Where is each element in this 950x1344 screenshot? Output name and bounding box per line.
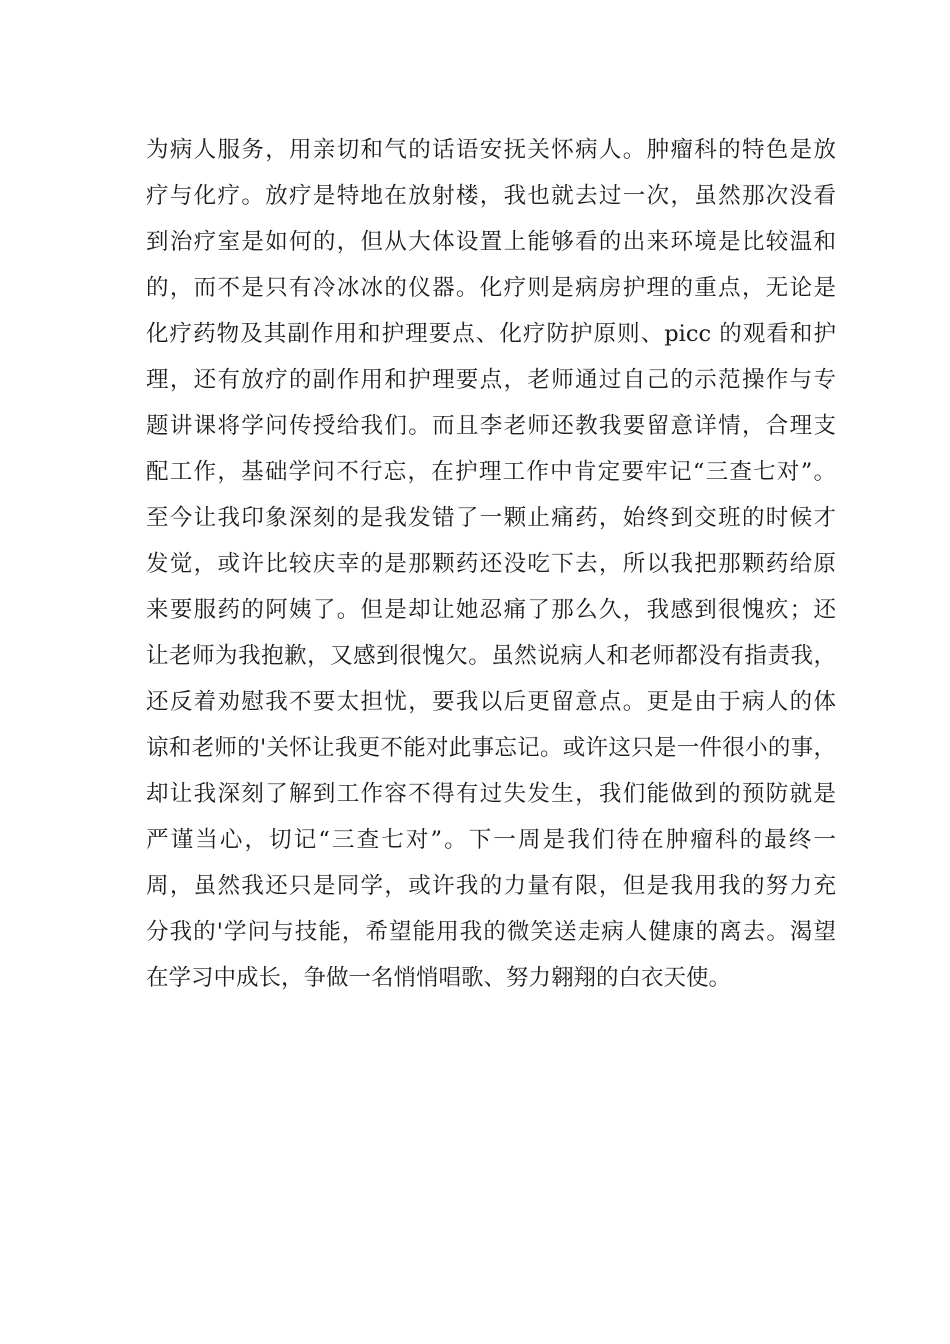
text-line-19: 在学习中成长，争做一名悄悄唱歌、努力翱翔的白衣天使。 — [146, 965, 732, 991]
text-line-16: 严谨当心，切记“三查七对”。下一周是我们待在肿瘤科的最终一 — [146, 827, 836, 853]
text-line-1: 为病人服务，用亲切和气的话语安抚关怀病人。肿瘤科的特色是放 — [146, 137, 836, 163]
text-line-2: 疗与化疗。放疗是特地在放射楼，我也就去过一次，虽然那次没看 — [146, 183, 836, 209]
text-line-3: 到治疗室是如何的，但从大体设置上能够看的出来环境是比较温和 — [146, 229, 836, 255]
text-line-5: 化疗药物及其副作用和护理要点、化疗防护原则、picc 的观看和护 — [146, 321, 836, 347]
text-line-18: 分我的'学问与技能，希望能用我的微笑送走病人健康的离去。渴望 — [146, 919, 836, 945]
text-line-10: 发觉，或许比较庆幸的是那颗药还没吃下去，所以我把那颗药给原 — [146, 551, 836, 577]
text-line-11: 来要服药的阿姨了。但是却让她忍痛了那么久，我感到很愧疚；还 — [146, 597, 836, 623]
text-line-12: 让老师为我抱歉，又感到很愧欠。虽然说病人和老师都没有指责我， — [146, 643, 836, 669]
text-line-7: 题讲课将学问传授给我们。而且李老师还教我要留意详情，合理支 — [146, 413, 836, 439]
text-line-9: 至今让我印象深刻的是我发错了一颗止痛药，始终到交班的时候才 — [146, 505, 836, 531]
text-line-6: 理，还有放疗的副作用和护理要点，老师通过自己的示范操作与专 — [146, 367, 836, 393]
text-line-17: 周，虽然我还只是同学，或许我的力量有限，但是我用我的努力充 — [146, 873, 836, 899]
text-line-4: 的，而不是只有冷冰冰的仪器。化疗则是病房护理的重点，无论是 — [146, 275, 836, 301]
text-line-13: 还反着劝慰我不要太担忧，要我以后更留意点。更是由于病人的体 — [146, 689, 836, 715]
text-line-15: 却让我深刻了解到工作容不得有过失发生，我们能做到的预防就是 — [146, 781, 836, 807]
body-paragraph — [146, 127, 836, 1001]
text-line-14: 谅和老师的'关怀让我更不能对此事忘记。或许这只是一件很小的事， — [146, 735, 836, 761]
text-line-8: 配工作，基础学问不行忘，在护理工作中肯定要牢记“三查七对”。 — [146, 459, 836, 485]
